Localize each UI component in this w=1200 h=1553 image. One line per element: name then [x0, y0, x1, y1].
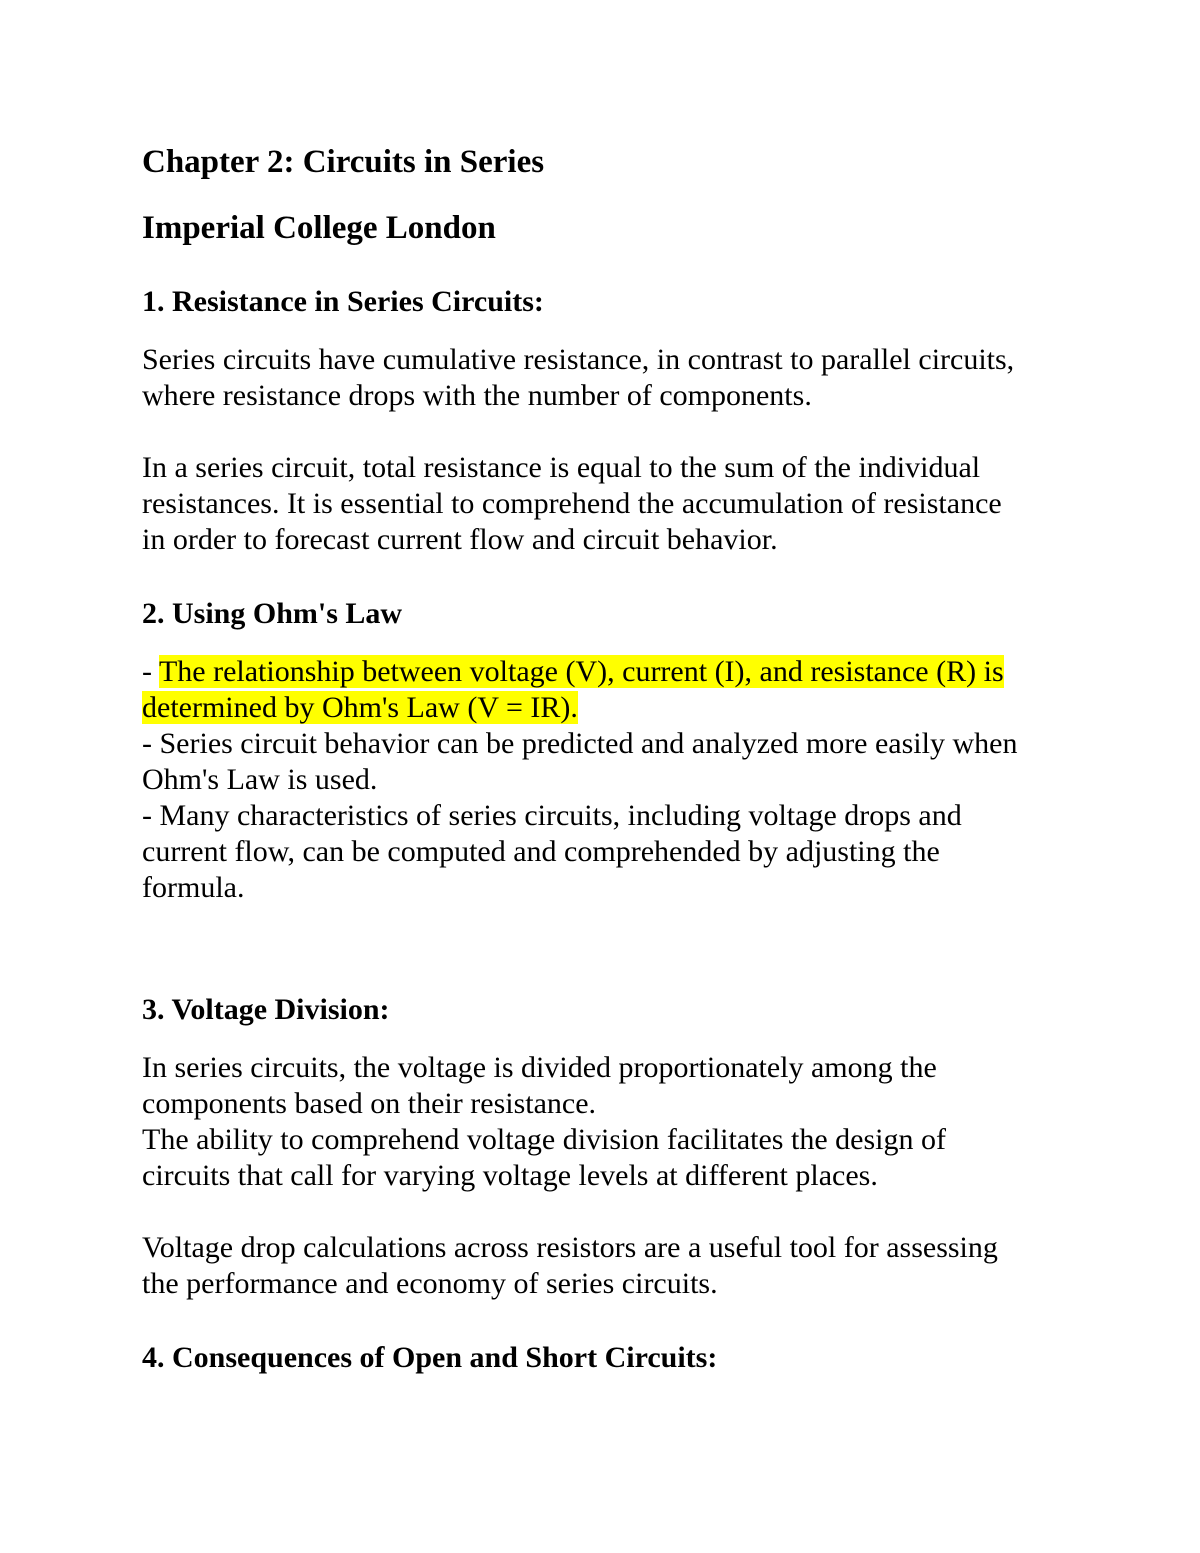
- section-3-text: Voltage drop calculations across resistors are a useful tool for assessing: [142, 1231, 998, 1264]
- section-4-heading: 4. Consequences of Open and Short Circuits:: [142, 1341, 718, 1374]
- highlighted-text: The relationship between voltage (V), current (I), and resistance (R) is: [158, 655, 1004, 688]
- section-1-text: in order to forecast current flow and circuit behavior.: [142, 523, 778, 556]
- section-2-bullet-3: current flow, can be computed and comprehended by adjusting the: [142, 835, 940, 868]
- section-2-bullet-3: formula.: [142, 871, 245, 904]
- section-3-text: components based on their resistance.: [142, 1087, 597, 1120]
- section-1-text: Series circuits have cumulative resistance, in contrast to parallel circuits,: [142, 343, 1015, 376]
- section-3-text: In series circuits, the voltage is divided proportionately among the: [142, 1051, 937, 1084]
- section-1-text: In a series circuit, total resistance is equal to the sum of the individual: [142, 451, 981, 484]
- highlighted-text: determined by Ohm's Law (V = IR).: [142, 691, 578, 724]
- section-2-heading: 2. Using Ohm's Law: [142, 597, 403, 630]
- bullet-dash: -: [142, 655, 159, 688]
- institution-name: Imperial College London: [142, 210, 496, 246]
- section-2-bullet-1: [142, 690, 1102, 726]
- section-3-text: circuits that call for varying voltage levels at different places.: [142, 1159, 878, 1192]
- section-2-bullet-2: - Series circuit behavior can be predicted and analyzed more easily when: [142, 727, 1018, 760]
- section-1-heading: 1. Resistance in Series Circuits:: [142, 285, 544, 318]
- document-title: Chapter 2: Circuits in Series: [142, 144, 545, 180]
- section-3-heading: 3. Voltage Division:: [142, 993, 390, 1026]
- section-1-text: resistances. It is essential to comprehend the accumulation of resistance: [142, 487, 1002, 520]
- section-2-bullet-3: - Many characteristics of series circuits, including voltage drops and: [142, 799, 962, 832]
- section-3-text: The ability to comprehend voltage division facilitates the design of: [142, 1123, 946, 1156]
- section-2-bullet-1: [142, 654, 1102, 690]
- section-1-text: where resistance drops with the number of components.: [142, 379, 812, 412]
- section-3-text: the performance and economy of series circuits.: [142, 1267, 718, 1300]
- section-2-bullet-2: Ohm's Law is used.: [142, 763, 378, 796]
